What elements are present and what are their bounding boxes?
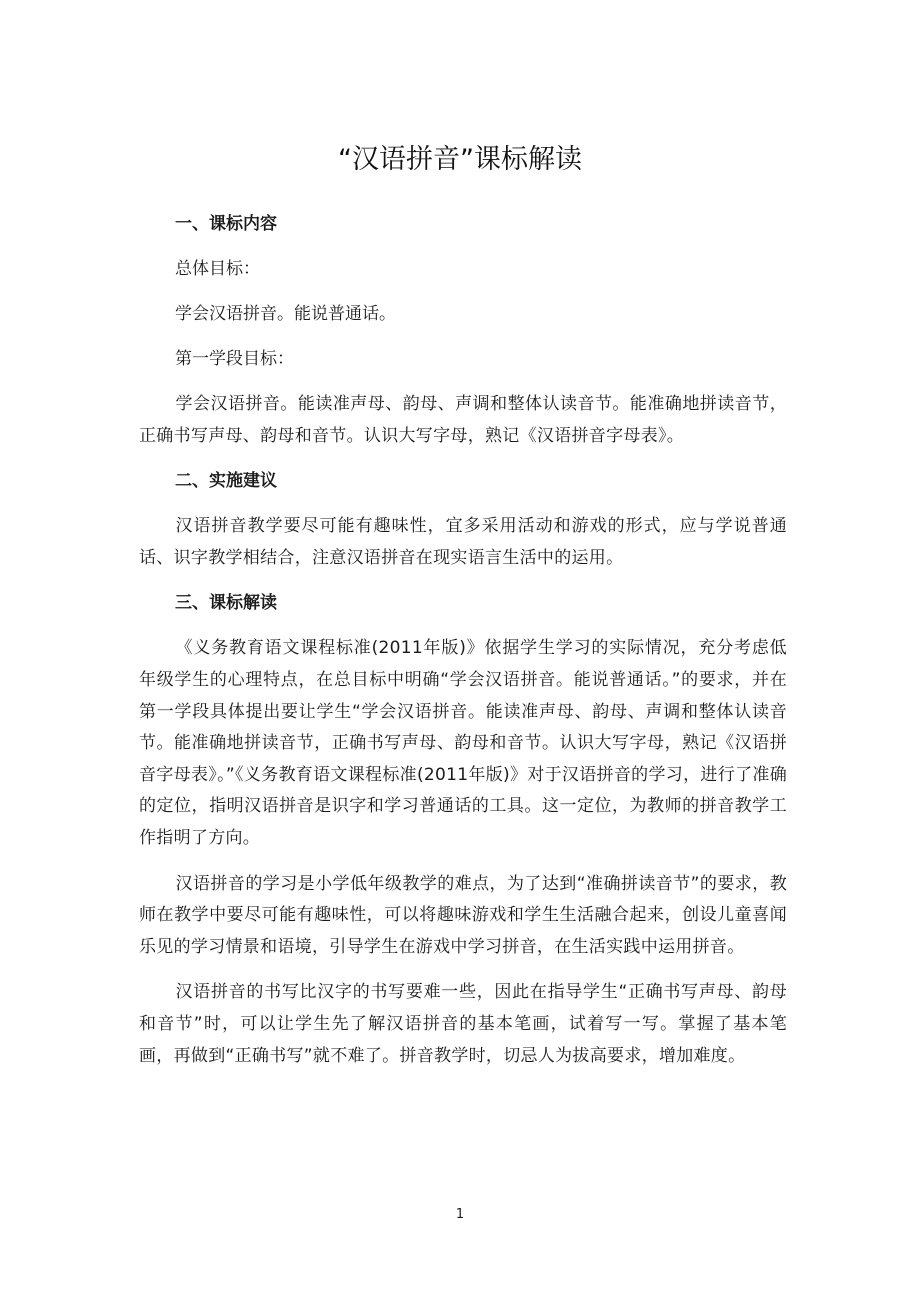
interpretation-paragraph: 汉语拼音的学习是小学低年级教学的难点，为了达到“准确拼读音节”的要求，教师在教学中要尽可能有趣味性，可以将趣味游戏和学生生活融合起来，创设儿童喜闻乐见的学习情景和语境，引导学生在游戏中学习拼音，在生活实践中运用拼音。	[139, 873, 787, 957]
stage-one-goal-text: 学会汉语拼音。能读准声母、韵母、声调和整体认读音节。能准确地拼读音节，正确书写声母、韵母和音节。认识大写字母，熟记《汉语拼音字母表》。	[139, 394, 787, 446]
section-heading-standard-content: 一、课标内容	[175, 214, 277, 234]
document-title: “汉语拼音”课标解读	[338, 144, 582, 175]
overall-goal-text: 学会汉语拼音。能说普通话。	[175, 304, 396, 324]
section-heading-implementation: 二、实施建议	[175, 471, 277, 492]
document-body	[139, 209, 787, 1086]
stage-one-goal-label: 第一学段目标：	[175, 349, 294, 369]
implementation-paragraph: 汉语拼音教学要尽可能有趣味性，宜多采用活动和游戏的形式，应与学说普通话、识字教学相结合，注意汉语拼音在现实语言生活中的运用。	[139, 516, 787, 568]
page-number: 1	[455, 1207, 465, 1222]
overall-goal-label: 总体目标：	[175, 259, 260, 279]
interpretation-paragraph: 《义务教育语文课程标准(2011年版)》依据学生学习的实际情况，充分考虑低年级学生的心理特点，在总目标中明确“学会汉语拼音。能说普通话。”的要求，并在第一学段具体提出要让学生“学会汉语拼音。能读准声母、韵母、声调和整体认读音节。能准确地拼读音节，正确书写声母、韵母和音节。认识大写字母，熟记《汉语拼音字母表》。”《义务教育语文课程标准(2011年版)》对于汉语拼音的学习，进行了准确的定位，指明汉语拼音是识字和学习普通话的工具。这一定位，为教师的拼音教学工作指明了方向。	[139, 638, 787, 848]
interpretation-paragraph: 汉语拼音的书写比汉字的书写要难一些，因此在指导学生“正确书写声母、韵母和音节”时，可以让学生先了解汉语拼音的基本笔画，试着写一写。掌握了基本笔画，再做到“正确书写”就不难了。拼音教学时，切忌人为拔高要求，增加难度。	[139, 982, 787, 1066]
section-heading-interpretation: 三、课标解读	[175, 593, 277, 614]
